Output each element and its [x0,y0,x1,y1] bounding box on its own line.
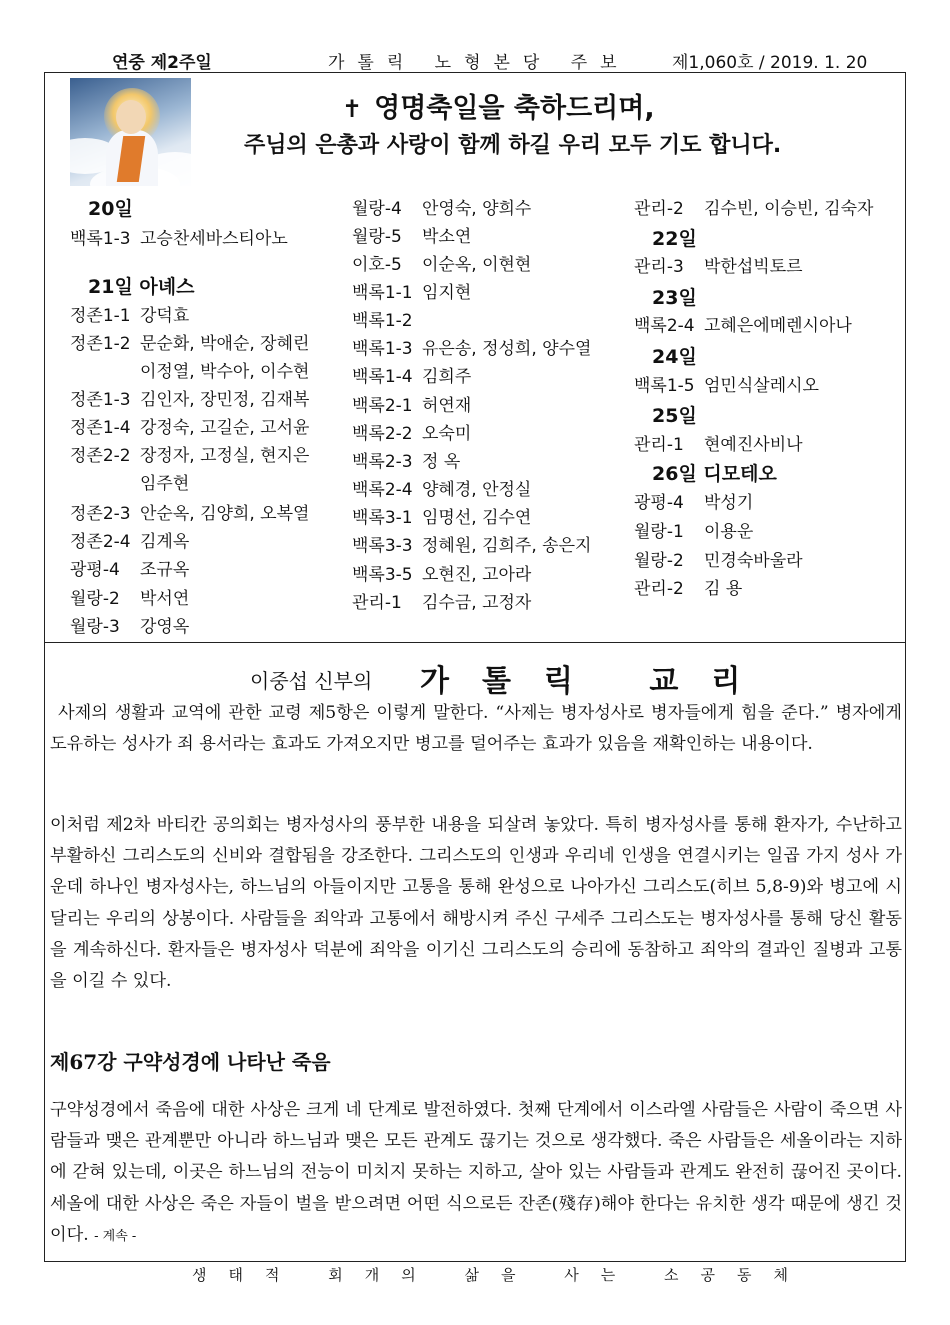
nameday-entry [352,535,591,557]
community-group: 정존1-3 [70,390,131,410]
nameday-entry [634,578,742,600]
footer-motto: 생태적 회개의 삶을 사는 소공동체 [192,1266,810,1284]
nameday-entry [70,333,309,355]
nameday-entry [352,254,531,276]
nameday-entry [352,226,471,248]
parishioner-names: 강덕효 [140,306,190,326]
community-group: 월랑-3 [70,617,120,637]
community-group: 백록3-5 [352,565,413,585]
nameday-entry [352,366,471,388]
nameday-entry [634,434,803,456]
parishioner-names: 임지현 [422,283,472,303]
nameday-entry [352,564,531,586]
community-group: 백록1-1 [352,283,413,303]
community-group: 정존2-3 [70,504,131,524]
continued-marker: - 계속 - [94,1228,137,1244]
community-group: 백록3-1 [352,508,413,528]
parishioner-names: 이용운 [704,522,754,542]
community-group: 관리-1 [352,593,402,613]
community-group: 관리-3 [634,257,684,277]
parishioner-names: 현예진사비나 [704,435,803,455]
feast-day-heading: 21일 아녜스 [88,276,195,298]
feast-day-heading: 25일 [652,405,697,427]
parishioner-names: 박한섭빅토르 [704,257,803,277]
community-group: 백록1-3 [70,229,131,249]
nameday-entry [352,479,531,501]
parishioner-names: 박소연 [422,227,472,247]
nameday-entry [634,375,819,397]
saint-image [70,78,191,186]
parishioner-names: 정 옥 [422,452,461,472]
community-group: 백록2-4 [634,316,695,336]
paragraph-3-text: 구약성경에서 죽음에 대한 사상은 크게 네 단계로 발전하였다. 첫째 단계에서 이스라엘 사람들은 사람이 죽으면 사람들과 맺은 관계뿐만 아니라 하느님과 맺은 모든 관계도 끊기는 것으로 생각했다. 죽은 사람들은 세올이라는 지하에 갇혀 있는데, 이곳은 하느님의 전능이 미치지 못하는 지하고, 살아 있는 사람들과 관계도 완전히 끊어진 곳이다. 세올에 대한 사상은 죽은 자들이 벌을 받으려면 어떤 식으로든 잔존(殘存)해야 한다는 유치한 생각 때문에 생긴 것이다. [50,1100,902,1245]
nameday-entry [634,315,852,337]
feast-day-heading: 23일 [652,287,697,309]
nameday-entry [352,338,591,360]
feast-day-heading: 20일 [88,198,133,220]
community-group: 백록2-3 [352,452,413,472]
nameday-entry [352,507,531,529]
community-group: 월랑-5 [352,227,402,247]
nameday-entry [70,228,288,250]
community-group: 관리-1 [634,435,684,455]
parishioner-names: 문순화, 박애순, 장혜린 [140,334,310,354]
nameday-entry [70,361,309,383]
community-group: 광평-4 [634,493,684,513]
parishioner-names: 안영숙, 양희수 [422,199,532,219]
nameday-entry [70,559,189,581]
nameday-entry [634,521,753,543]
nameday-entry [70,389,309,411]
parishioner-names: 김 용 [704,579,743,599]
community-group: 관리-2 [634,199,684,219]
feast-day-heading: 22일 [652,228,697,250]
community-group: 정존1-4 [70,418,131,438]
bulletin-title: 가톨릭 노형본당 주보 [328,53,630,73]
parishioner-names: 허연재 [422,396,472,416]
bulletin-header [0,48,950,72]
lecture-subheading: 제67강 구약성경에 나타난 죽음 [50,1050,331,1074]
nameday-entry [634,492,753,514]
community-group: 백록1-4 [352,367,413,387]
community-group: 정존2-2 [70,446,131,466]
nameday-entry [70,305,189,327]
parishioner-names: 조규옥 [140,560,190,580]
community-group: 정존1-2 [70,334,131,354]
nameday-entry [352,395,471,417]
nameday-entry [352,592,531,614]
community-group: 백록3-3 [352,536,413,556]
community-group: 정존2-4 [70,532,131,552]
nameday-entry [634,550,803,572]
community-group: 관리-2 [634,579,684,599]
community-group: 정존1-1 [70,306,131,326]
greeting-line-2: 주님의 은총과 사랑이 함께 하길 우리 모두 기도 합니다. [244,133,782,158]
parishioner-names: 오숙미 [422,424,472,444]
community-group: 월랑-2 [70,589,120,609]
nameday-entry [70,616,189,638]
community-group: 백록1-2 [352,311,413,331]
nameday-entry [352,282,471,304]
parishioner-names: 임명선, 김수연 [422,508,532,528]
parishioner-names: 김수빈, 이승빈, 김숙자 [704,199,874,219]
parishioner-names: 오현진, 고아라 [422,565,532,585]
community-group: 백록1-5 [634,376,695,396]
lecture-byline: 이중섭 신부의 [250,669,373,693]
nameday-entry [70,503,309,525]
community-group: 백록2-4 [352,480,413,500]
nameday-entry [352,451,460,473]
liturgical-week: 연중 제2주일 [112,53,212,73]
nameday-entry [70,531,189,553]
community-group: 이호-5 [352,255,402,275]
parishioner-names: 강영옥 [140,617,190,637]
feast-greeting [342,86,655,125]
parishioner-names: 이순옥, 이현현 [422,255,532,275]
cross-icon: ✝ [342,95,363,123]
parishioner-names: 고혜은에메렌시아나 [704,316,852,336]
nameday-entry [70,588,189,610]
parishioner-names: 김인자, 장민정, 김재복 [140,390,310,410]
catechism-heading [0,656,950,699]
parishioner-names: 임주현 [140,474,190,494]
greeting-line-1: 영명축일을 축하드리며, [374,93,655,124]
community-group: 월랑-2 [634,551,684,571]
section-divider [44,642,906,643]
parishioner-names: 김수금, 고정자 [422,593,532,613]
parishioner-names: 이정열, 박수아, 이수현 [140,362,310,382]
parishioner-names: 양혜경, 안정실 [422,480,532,500]
nameday-entry [634,198,873,220]
parishioner-names: 박성기 [704,493,754,513]
nameday-entry [70,473,189,495]
parishioner-names: 장정자, 고정실, 현지은 [140,446,310,466]
parishioner-names: 강정숙, 고길순, 고서윤 [140,418,310,438]
paragraph-2: 이처럼 제2차 바티칸 공의회는 병자성사의 풍부한 내용을 되살려 놓았다. 특히 병자성사를 통해 환자가, 수난하고 부활하신 그리스도의 신비와 결합됨을 강조한다. 그리스도의 인생과 우리네 인생을 연결시키는 일곱 가지 성사 가운데 하나인 병자성사는, 하느님의 아들이지만 고통을 통해 완성으로 나아가신 그리스도(히브 5,8-9)와 병고에 시달리는 우리의 상봉이다. 사람들을 죄악과 고통에서 해방시켜 주신 구세주 그리스도는 병자성사를 통해 당신 활동을 계속하신다. 환자들은 병자성사 덕분에 죄악을 이기신 그리스도의 승리에 동참하고 죄악의 결과인 질병과 고통을 이길 수 있다. [50,815,902,992]
parishioner-names: 김계옥 [140,532,190,552]
community-group: 백록1-3 [352,339,413,359]
parishioner-names: 박서연 [140,589,190,609]
feast-day-heading: 26일 디모테오 [652,463,777,485]
paragraph-1: 사제의 생활과 교역에 관한 교령 제5항은 이렇게 말한다. “사제는 병자성사로 병자들에게 힘을 준다.” 병자에게 도유하는 성사가 죄 용서라는 효과도 가져오지만 병고를 덜어주는 효과가 있음을 재확인하는 내용이다. [50,703,902,755]
community-group: 광평-4 [70,560,120,580]
nameday-entry [352,310,422,332]
parishioner-names: 고승찬세바스티아노 [140,229,288,249]
parishioner-names: 안순옥, 김양희, 오복열 [140,504,310,524]
nameday-entry [70,417,309,439]
lecture-title: 가톨릭 교리 [420,664,774,699]
feast-day-heading: 24일 [652,346,697,368]
issue-number: 제1,060호 / 2019. 1. 20 [672,53,868,73]
parishioner-names: 유은송, 정성희, 양수열 [422,339,592,359]
parishioner-names: 정혜원, 김희주, 송은지 [422,536,592,556]
parishioner-names: 김희주 [422,367,472,387]
community-group: 월랑-1 [634,522,684,542]
nameday-entry [352,198,531,220]
parishioner-names: 민경숙바울라 [704,551,803,571]
community-group: 백록2-2 [352,424,413,444]
nameday-entry [352,423,471,445]
paragraph-3 [50,1095,902,1252]
nameday-entry [70,445,309,467]
community-group: 백록2-1 [352,396,413,416]
community-group: 월랑-4 [352,199,402,219]
parishioner-names: 엄민식살레시오 [704,376,819,396]
nameday-entry [634,256,803,278]
